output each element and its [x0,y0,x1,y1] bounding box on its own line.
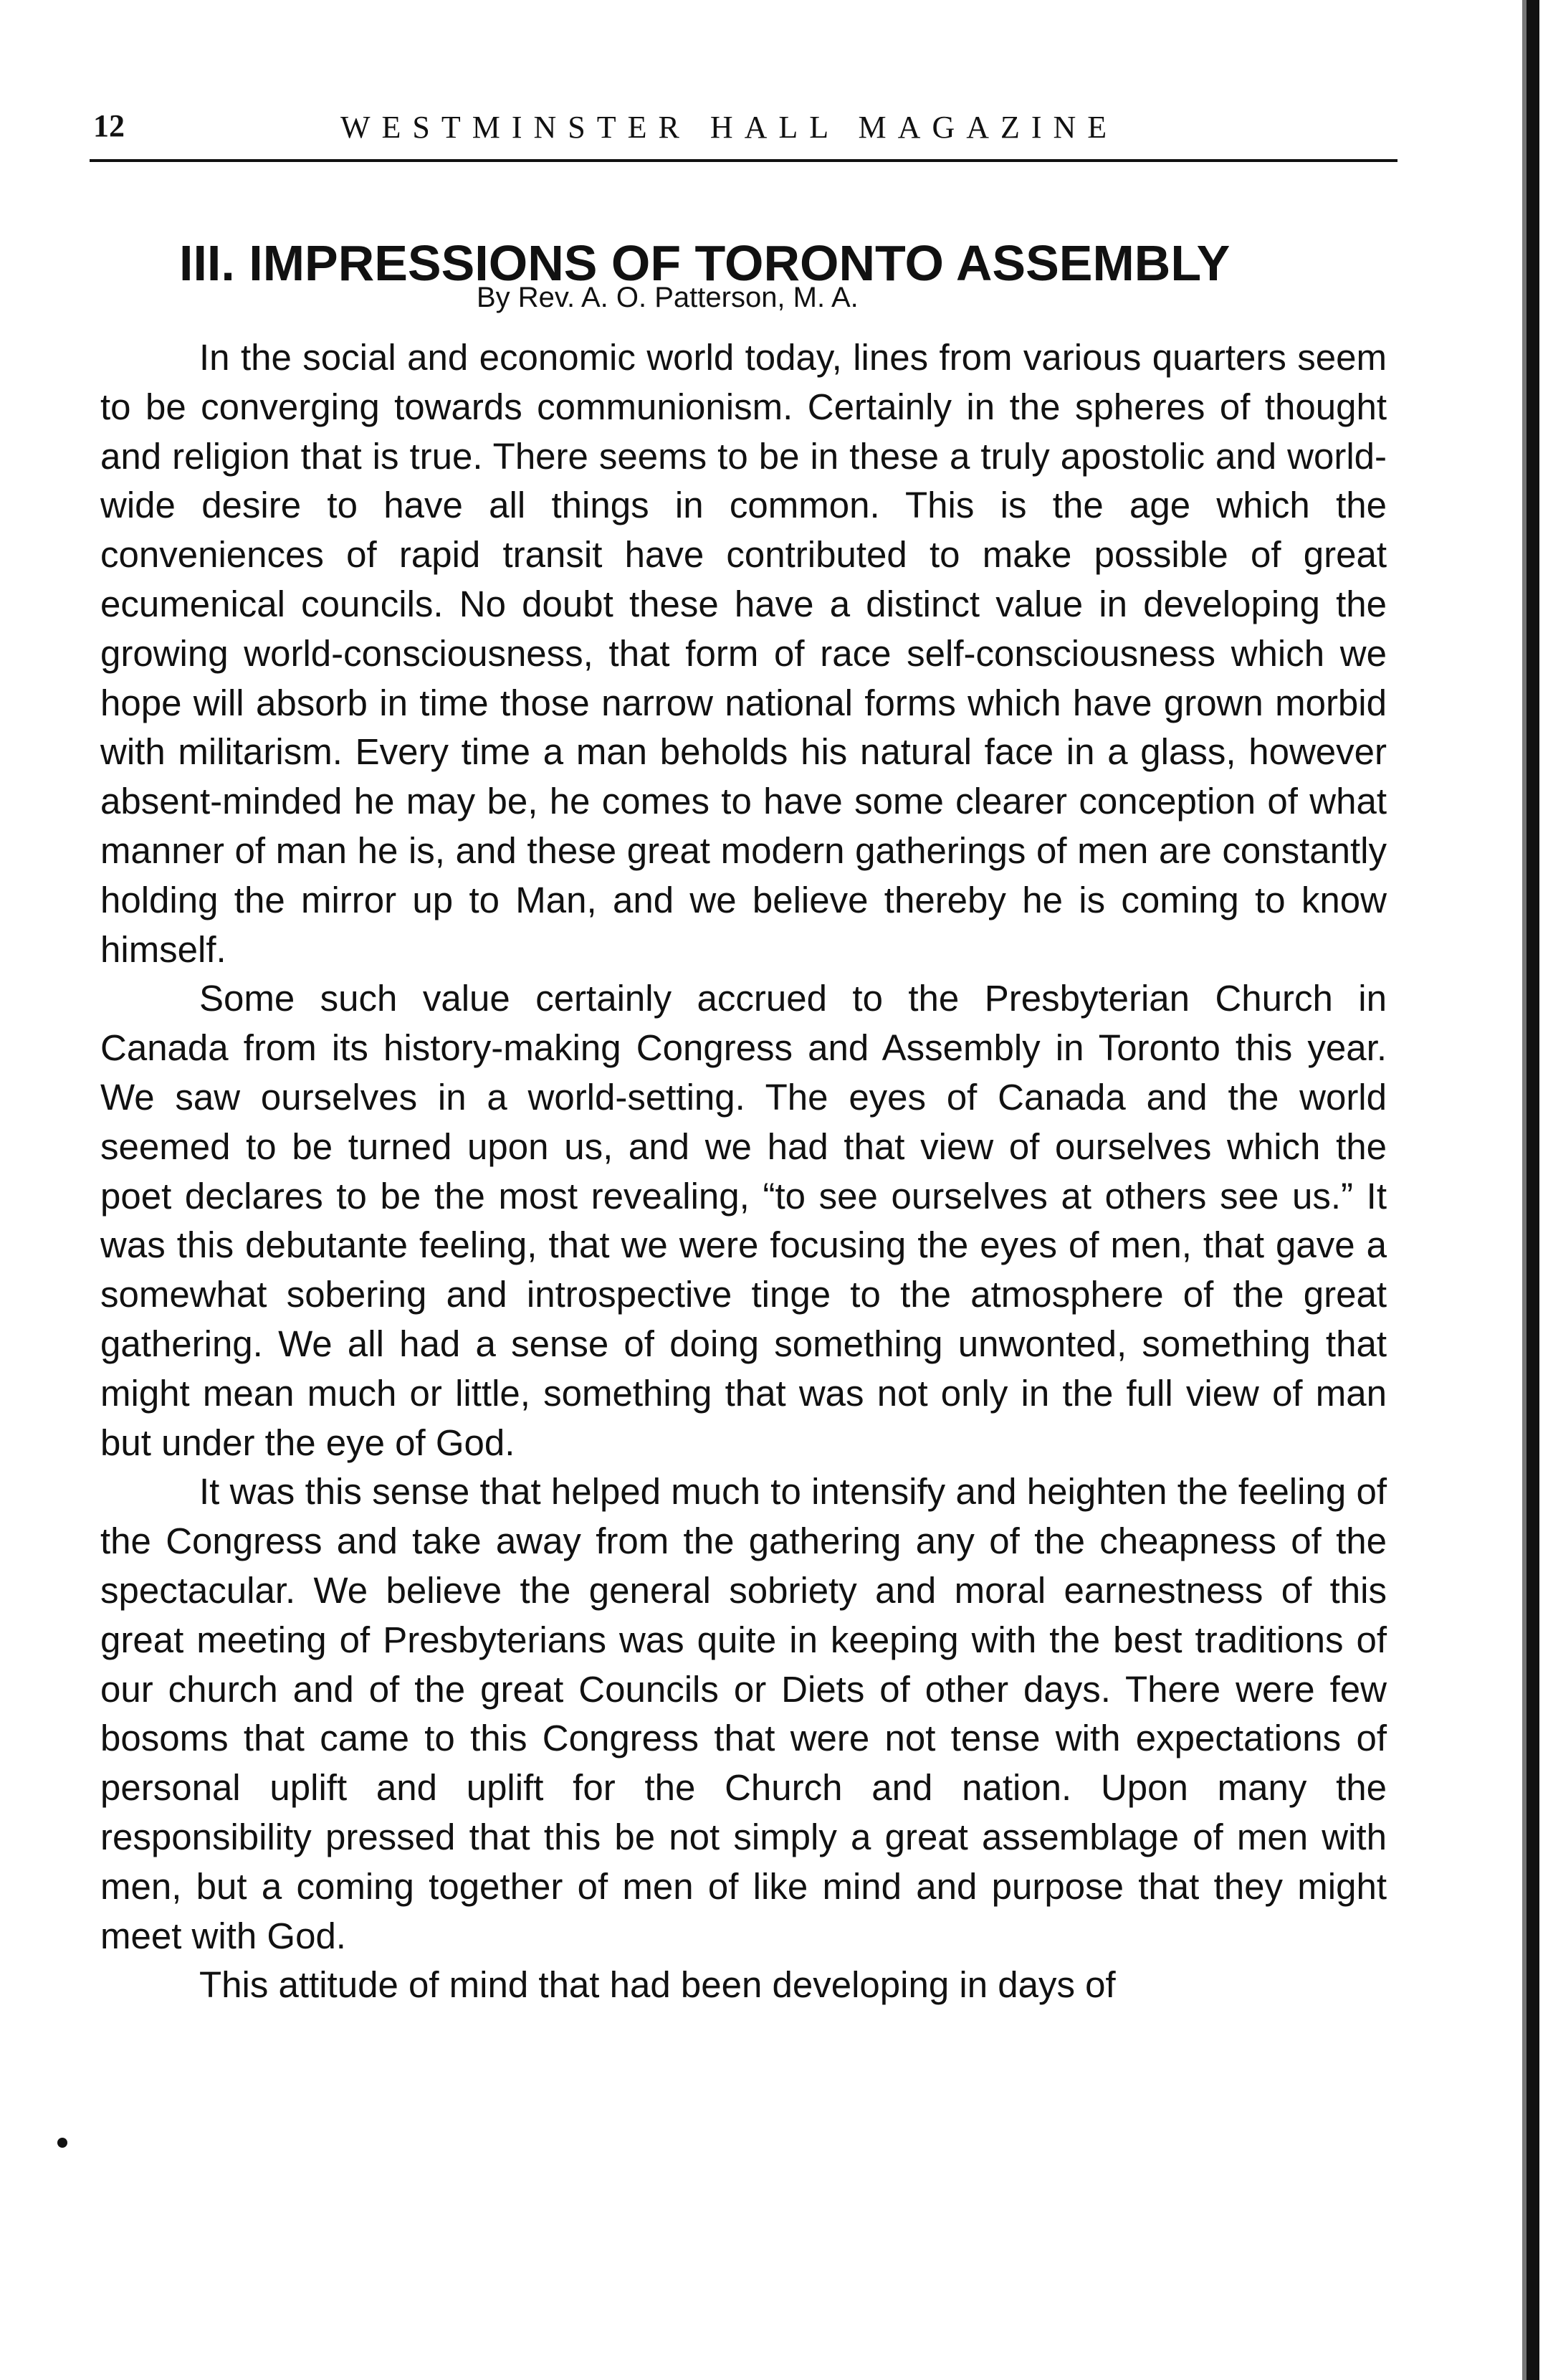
paragraph-4: This attitude of mind that had been developing in days of [199,1964,1116,2006]
paragraph-2: Some such value certainly accrued to the Presbyterian Church in Canada from its history-making Congress and Assembly in Toronto this year. We saw ourselves in a world-setting. The eyes of Canada and the world seemed to be turned upon us, and we had that view of ourselves which the poet declares to be the most revealing, “to see ourselves at others see us.” It was this debutante feeling, that we were focusing the eyes of men, that gave a somewhat sobering and introspective tinge to the atmosphere of the great gathering. We all had a sense of doing something unwonted, something that might mean much or little, something that was not only in the full view of man but under the eye of God. [100,978,1387,1463]
margin-mark-icon [57,2138,67,2148]
page-header [93,108,1398,165]
article-body [100,333,1387,2010]
page-edge [1526,0,1539,2380]
paragraph-3: It was this sense that helped much to intensify and heighten the feeling of the Congress and take away from the gathering any of the cheapness of the spectacular. We believe the general sobriety and moral earnestness of this great meeting of Presbyterians was quite in keeping with the best traditions of our church and of the great Councils or Diets of other days. There were few bosoms that came to this Congress that were not tense with expectations of personal uplift and uplift for the Church and nation. Upon many the responsibility pressed that this be not simply a great assemblage of men with men, but a coming together of men of like mind and purpose that they might meet with God. [100,1471,1387,1956]
page-number: 12 [93,108,125,143]
paragraph-1: In the social and economic world today, lines from various quarters seem to be converging towards communionism. Certainly in the spheres of thought and religion that is true. There seems to be in these a truly apostolic and world-wide desire to have all things in common. This is the age which the conveniences of rapid transit have contributed to make possible of great ecumenical councils. No doubt these have a distinct value in developing the growing world-consciousness, that form of race self-consciousness which we hope will absorb in time those narrow national forms which have grown morbid with militarism. Every time a man beholds his natural face in a glass, however absent-minded he may be, he comes to have some clearer conception of what manner of man he is, and these great modern gatherings of men are constantly holding the mirror up to Man, and we believe thereby he is coming to know himself. [100,337,1387,970]
header-rule [90,159,1398,162]
running-head: WESTMINSTER HALL MAGAZINE [340,110,1119,145]
article-title: III. IMPRESSIONS OF TORONTO ASSEMBLY [179,234,1231,291]
article-byline: By Rev. A. O. Patterson, M. A. [477,282,859,313]
